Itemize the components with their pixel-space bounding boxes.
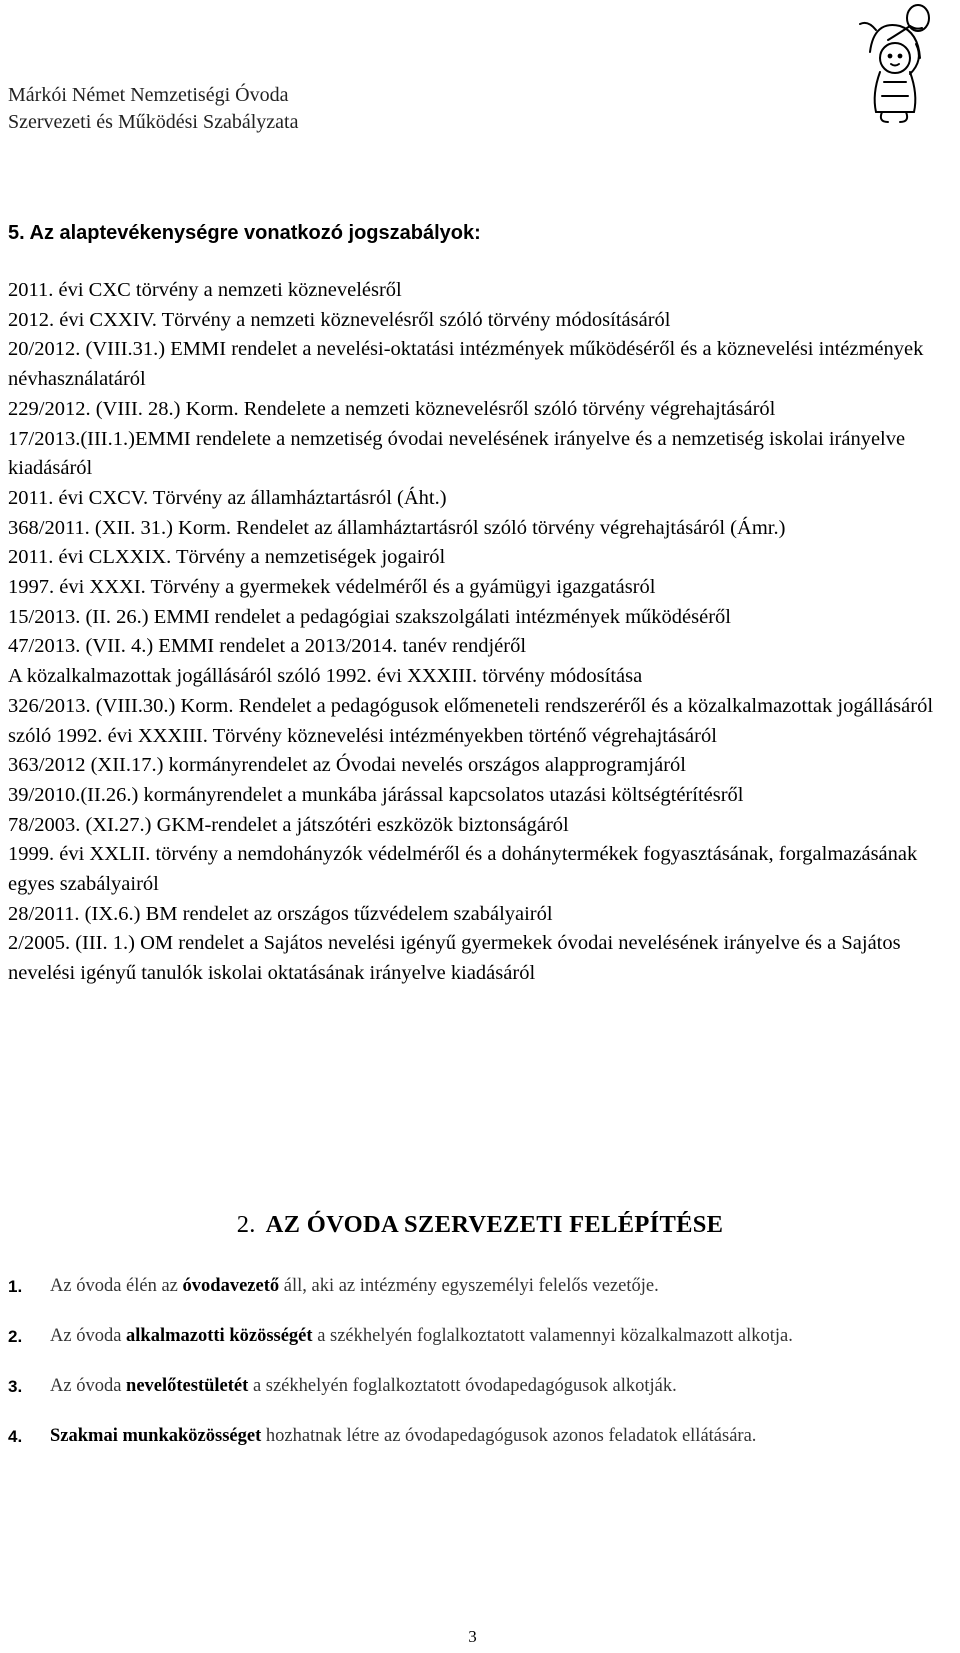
structure-item-text-pre: Az óvoda élén az <box>50 1276 183 1296</box>
law-item: 20/2012. (VIII.31.) EMMI rendelet a nevelési-oktatási intézmények működéséről és a köznevelési intézmények névhasználatáról <box>8 338 924 391</box>
structure-item-number: 4. <box>8 1427 23 1446</box>
law-item: 2/2005. (III. 1.) OM rendelet a Sajátos nevelési igényű gyermekek óvodai nevelésének irányelve és a Sajátos nevelési igényű tanulók iskolai oktatásának irányelve kiadásáról <box>8 932 901 985</box>
law-item: 2011. évi CXCV. Törvény az államháztartásról (Áht.) <box>8 486 447 509</box>
structure-item-text-post: a székhelyén foglalkoztatott valamennyi közalkalmazott alkotja. <box>312 1326 793 1346</box>
structure-item-text-post: a székhelyén foglalkoztatott óvodapedagógusok alkotják. <box>248 1376 677 1396</box>
structure-item <box>8 1322 916 1351</box>
structure-item-number: 2. <box>8 1327 23 1346</box>
structure-item-keyword: Szakmai munkaközösséget <box>50 1426 262 1446</box>
legislation-list <box>8 276 953 989</box>
law-item: 363/2012 (XII.17.) kormányrendelet az Óvodai nevelés országos alapprogramjáról <box>8 754 686 777</box>
section-2-title: AZ ÓVODA SZERVEZETI FELÉPÍTÉSE <box>265 1211 724 1238</box>
law-item: 17/2013.(III.1.)EMMI rendelete a nemzetiség óvodai nevelésének irányelve és a nemzetiség iskolai irányelve kiadásáról <box>8 427 906 480</box>
structure-item-text-post: hozhatnak létre az óvodapedagógusok azonos feladatok ellátására. <box>261 1426 757 1446</box>
structure-item-text-post: áll, aki az intézmény egyszemélyi felelős vezetője. <box>279 1276 659 1296</box>
structure-list <box>8 1272 916 1472</box>
structure-item <box>8 1272 916 1301</box>
structure-item <box>8 1372 916 1401</box>
structure-item-number: 1. <box>8 1277 23 1296</box>
page-number: 3 <box>468 1627 477 1646</box>
law-item: 229/2012. (VIII. 28.) Korm. Rendelete a nemzeti köznevelésről szóló törvény végrehajtásáról <box>8 397 776 420</box>
law-item: 2011. évi CXC törvény a nemzeti köznevelésről <box>8 279 402 301</box>
structure-item-number: 3. <box>8 1377 23 1396</box>
structure-item-keyword: alkalmazotti közösségét <box>126 1326 313 1346</box>
law-item: 326/2013. (VIII.30.) Korm. Rendelet a pedagógusok előmeneteli rendszeréről és a közalkalmazottak jogállásáról szóló 1992. évi XXXIII. Törvény köznevelési intézményekben történő végrehajtásáról <box>8 694 934 747</box>
law-item: 2011. évi CLXXIX. Törvény a nemzetiségek jogairól <box>8 546 446 569</box>
structure-item-keyword: óvodavezető <box>182 1276 280 1296</box>
section-2-number: 2. <box>236 1211 256 1238</box>
header-document-title: Szervezeti és Működési Szabályzata <box>8 111 299 133</box>
law-item: 2012. évi CXXIV. Törvény a nemzeti köznevelésről szóló törvény módosításáról <box>8 308 671 331</box>
section-5-heading: 5. Az alaptevékenységre vonatkozó jogszabályok: <box>8 222 481 244</box>
law-item: A közalkalmazottak jogállásáról szóló 1992. évi XXXIII. törvény módosítása <box>8 665 643 688</box>
child-with-horn-logo <box>848 0 948 128</box>
law-item: 1997. évi XXXI. Törvény a gyermekek védelméről és a gyámügyi igazgatásról <box>8 576 656 599</box>
law-item: 28/2011. (IX.6.) BM rendelet az országos tűzvédelem szabályairól <box>8 902 553 925</box>
law-item: 78/2003. (XI.27.) GKM-rendelet a játszótéri eszközök biztonságáról <box>8 813 569 836</box>
section-2-heading <box>0 1211 960 1239</box>
structure-item-text-pre: Az óvoda <box>50 1376 127 1396</box>
law-item: 15/2013. (II. 26.) EMMI rendelet a pedagógiai szakszolgálati intézmények működéséről <box>8 605 731 628</box>
structure-item-text-pre: Az óvoda <box>50 1326 127 1346</box>
structure-item-keyword: nevelőtestületét <box>126 1376 249 1396</box>
structure-item <box>8 1422 916 1451</box>
law-item: 39/2010.(II.26.) kormányrendelet a munkába járással kapcsolatos utazási költségtérítésről <box>8 783 744 806</box>
law-item: 47/2013. (VII. 4.) EMMI rendelet a 2013/2014. tanév rendjéről <box>8 635 527 658</box>
document-header <box>8 82 298 136</box>
law-item: 1999. évi XXLII. törvény a nemdohányzók védelméről és a dohánytermékek fogyasztásának, forgalmazásának egyes szabályairól <box>8 843 918 896</box>
law-item: 368/2011. (XII. 31.) Korm. Rendelet az államháztartásról szóló törvény végrehajtásáról (Ámr.) <box>8 516 786 539</box>
header-institution-name: Márkói Német Nemzetiségi Óvoda <box>8 84 289 106</box>
